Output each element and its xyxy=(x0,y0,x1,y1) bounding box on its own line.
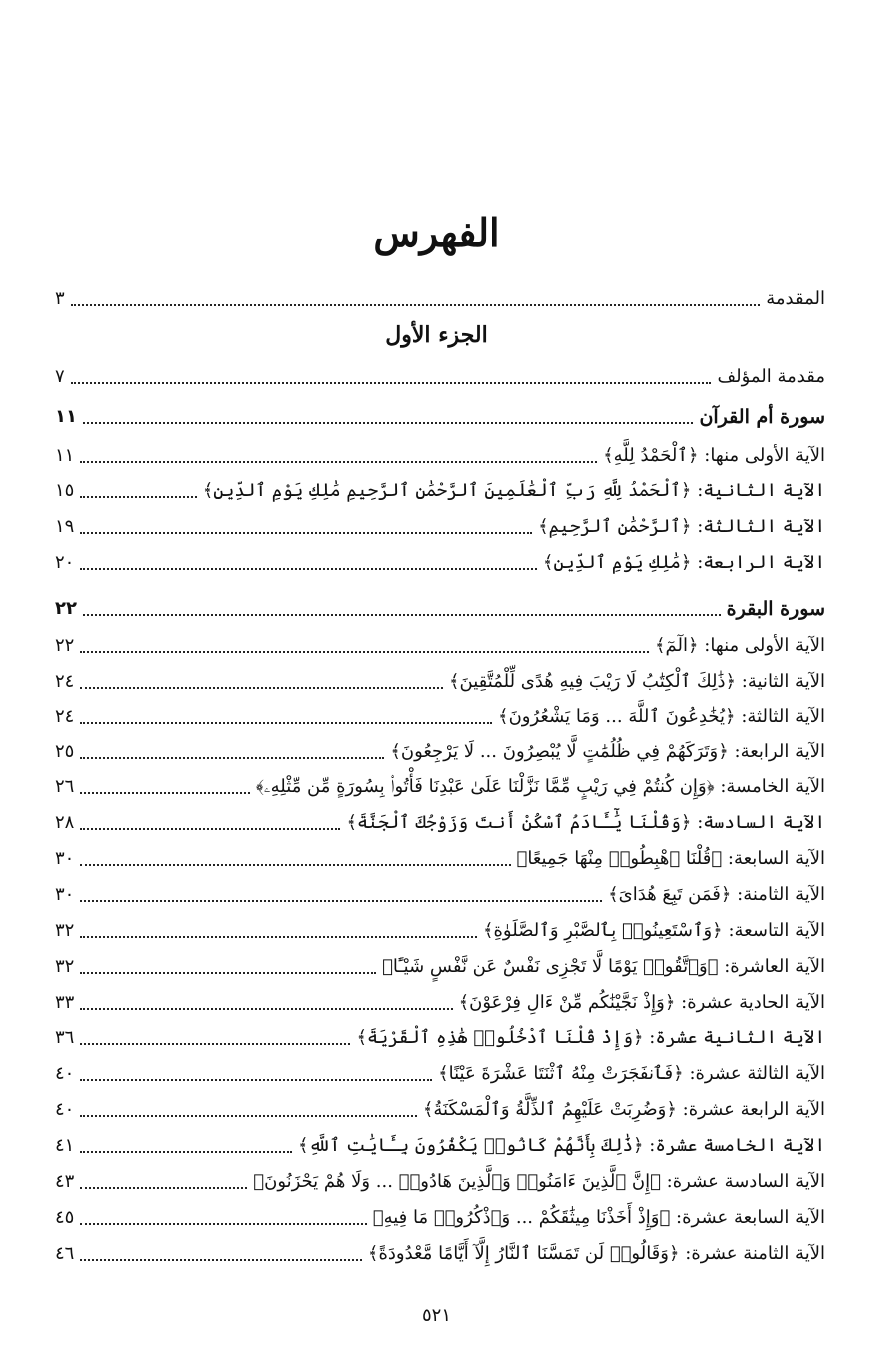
toc-verse-entry xyxy=(55,1127,825,1161)
toc-verse-entry xyxy=(55,1235,825,1269)
dot-leader xyxy=(80,1187,247,1189)
toc-entry-label: الآية التاسعة: ﴿وَٱسْتَعِينُوا۟ بِٱلصَّبْرِ وَٱلصَّلَوٰةِ﴾ xyxy=(482,920,825,941)
dot-leader xyxy=(80,936,477,938)
toc-page-number: ٣٠ xyxy=(55,848,75,869)
verse-text: ﴿وَٱسْتَعِينُوا۟ بِٱلصَّبْرِ وَٱلصَّلَوٰةِ﴾ xyxy=(482,920,723,941)
toc-entry-label: الآية الثانية عشرة: ﴿وَإِذْ قُلْنَا ٱدْخُلُوا۟ هَٰذِهِ ٱلْقَرْيَةَ﴾ xyxy=(356,1027,825,1048)
dot-leader xyxy=(80,1151,292,1153)
toc-verse-entry xyxy=(55,876,825,910)
toc-page-number: ٧ xyxy=(55,366,65,387)
toc-verse-entry xyxy=(55,508,825,542)
toc-entry-label: المقدمة xyxy=(766,288,825,309)
toc-page-number: ٢٠ xyxy=(55,552,75,573)
dot-leader xyxy=(80,1259,362,1261)
dot-leader xyxy=(80,1043,350,1045)
toc-page-number: ٣٦ xyxy=(55,1027,75,1048)
toc-page-number: ٣٠ xyxy=(55,884,75,905)
toc-verse-entry xyxy=(55,627,825,661)
dot-leader xyxy=(80,828,340,830)
toc-page-number: ١٥ xyxy=(55,480,75,501)
toc-page-number: ١٩ xyxy=(55,516,75,537)
toc-verse-entry xyxy=(55,544,825,578)
toc-entry-label: الآية السادسة: ﴿وَقُلْنَا يَٰٓـَٔادَمُ ٱسْكُنْ أَنتَ وَزَوْجُكَ ٱلْجَنَّةَ﴾ xyxy=(346,812,825,833)
dot-leader xyxy=(80,972,376,974)
verse-text: ﴿ٱلْحَمْدُ لِلَّهِ رَبِّ ٱلْعَٰلَمِينَ ٱلرَّحْمَٰنِ ٱلرَّحِيمِ مَٰلِكِ يَوْمِ ٱلدِّينِ﴾ xyxy=(202,480,692,501)
toc-page-number: ٤١ xyxy=(55,1135,75,1156)
dot-leader xyxy=(80,1008,452,1010)
toc-page-number: ٢٢ xyxy=(55,635,75,656)
toc-verse-entry xyxy=(55,912,825,946)
toc-entry-introduction xyxy=(55,280,825,314)
toc-surah-heading xyxy=(55,590,825,624)
toc-verse-entry xyxy=(55,1091,825,1125)
toc-page-number: ٣٢ xyxy=(55,956,75,977)
toc-entry-label: الآية الخامسة عشرة: ﴿ذَٰلِكَ بِأَنَّهُمْ كَانُوا۟ يَكْفُرُونَ بِـَٔايَٰتِ ٱللَّهِ﴾ xyxy=(298,1135,825,1156)
toc-entry-label: الآية الحادية عشرة: ﴿وَإِذْ نَجَّيْنَٰكُم مِّنْ ءَالِ فِرْعَوْنَ﴾ xyxy=(458,992,825,1013)
toc-entry-label: مقدمة المؤلف xyxy=(717,366,825,387)
toc-surah-heading xyxy=(55,398,825,432)
toc-page-number: ٤٣ xyxy=(55,1171,75,1192)
verse-text: ﴿قُلْنَا ٱهْبِطُوا۟ مِنْهَا جَمِيعًا﴾ xyxy=(516,848,723,869)
toc-page-number: ٢٤ xyxy=(55,671,75,692)
toc-page-number: ٣٣ xyxy=(55,992,75,1013)
page-title: الفهرس xyxy=(373,210,500,255)
toc-verse-entry xyxy=(55,437,825,471)
toc-verse-entry xyxy=(55,948,825,982)
toc-verse-entry xyxy=(55,1019,825,1053)
toc-verse-entry xyxy=(55,1199,825,1233)
toc-verse-entry xyxy=(55,733,825,767)
toc-entry-label: الآية الثالثة عشرة: ﴿فَٱنفَجَرَتْ مِنْهُ ٱثْنَتَا عَشْرَةَ عَيْنًا﴾ xyxy=(438,1063,825,1084)
dot-leader xyxy=(80,1223,366,1225)
toc-page-number: ٢٢ xyxy=(55,598,77,619)
verse-text: ﴿وَإِذْ نَجَّيْنَٰكُم مِّنْ ءَالِ فِرْعَوْنَ﴾ xyxy=(458,992,676,1013)
dot-leader xyxy=(80,722,492,724)
verse-text: ﴿ذَٰلِكَ بِأَنَّهُمْ كَانُوا۟ يَكْفُرُونَ بِـَٔايَٰتِ ٱللَّهِ﴾ xyxy=(298,1135,644,1156)
toc-entry-label: الآية الخامسة: ﴿وَإِن كُنتُمْ فِي رَيْبٍ مِّمَّا نَزَّلْنَا عَلَىٰ عَبْدِنَا فَأْتُوا۟ بِسُورَةٍ مِّن مِّثْلِهِۦ﴾ xyxy=(255,776,825,797)
verse-text: ﴿وَضُرِبَتْ عَلَيْهِمُ ٱلذِّلَّةُ وَٱلْمَسْكَنَةُ﴾ xyxy=(422,1099,677,1120)
verse-text: ﴿ذَٰلِكَ ٱلْكِتَٰبُ لَا رَيْبَ فِيهِ هُدًى لِّلْمُتَّقِينَ﴾ xyxy=(448,671,737,692)
page-number-footer: ٥٢١ xyxy=(421,1305,451,1326)
verse-text: ﴿وَإِذْ قُلْنَا ٱدْخُلُوا۟ هَٰذِهِ ٱلْقَرْيَةَ﴾ xyxy=(356,1027,644,1048)
toc-page-number: ١١ xyxy=(55,445,75,466)
toc-page-number: ٣ xyxy=(55,288,65,309)
toc-verse-entry xyxy=(55,663,825,697)
verse-text: ﴿وَقَالُوا۟ لَن تَمَسَّنَا ٱلنَّارُ إِلَّآ أَيَّامًا مَّعْدُودَةً﴾ xyxy=(367,1243,680,1264)
toc-verse-entry xyxy=(55,1163,825,1197)
toc-verse-entry xyxy=(55,840,825,874)
toc-page-number: ٢٦ xyxy=(55,776,75,797)
dot-leader xyxy=(80,864,510,866)
toc-entry-label: الآية الرابعة: ﴿مَٰلِكِ يَوْمِ ٱلدِّينِ﴾ xyxy=(542,552,825,573)
verse-text: ﴿وَٱتَّقُوا۟ يَوْمًا لَّا تَجْزِى نَفْسٌ عَن نَّفْسٍ شَيْـًٔا﴾ xyxy=(382,956,719,977)
verse-text: ﴿وَإِذْ أَخَذْنَا مِيثَٰقَكُمْ ... وَٱذْكُرُوا۟ مَا فِيهِ﴾ xyxy=(372,1207,671,1228)
toc-entry-author-introduction xyxy=(55,358,825,392)
toc-page-number: ٤٠ xyxy=(55,1063,75,1084)
toc-entry-label: الآية الثانية: ﴿ذَٰلِكَ ٱلْكِتَٰبُ لَا رَيْبَ فِيهِ هُدًى لِّلْمُتَّقِينَ﴾ xyxy=(448,671,825,692)
toc-page-number: ٢٥ xyxy=(55,741,75,762)
toc-entry-label: الآية السابعة: ﴿قُلْنَا ٱهْبِطُوا۟ مِنْهَا جَمِيعًا﴾ xyxy=(516,848,825,869)
toc-entry-label: الآية الثامنة عشرة: ﴿وَقَالُوا۟ لَن تَمَسَّنَا ٱلنَّارُ إِلَّآ أَيَّامًا مَّعْدُودَةً﴾ xyxy=(367,1243,825,1264)
toc-verse-entry xyxy=(55,1055,825,1089)
toc-page-number: ٤٦ xyxy=(55,1243,75,1264)
toc-entry-label: الآية الثالثة: ﴿ٱلرَّحْمَٰنِ ٱلرَّحِيمِ﴾ xyxy=(538,516,825,537)
toc-page-number: ١١ xyxy=(55,406,77,427)
toc-entry-label: الآية الأولى منها: ﴿الٓمٓ﴾ xyxy=(654,635,825,656)
dot-leader xyxy=(80,532,532,534)
toc-verse-entry xyxy=(55,768,825,802)
dot-leader xyxy=(80,1079,432,1081)
toc-verse-entry xyxy=(55,472,825,506)
dot-leader xyxy=(80,687,443,689)
dot-leader xyxy=(80,568,537,570)
dot-leader xyxy=(83,614,721,616)
dot-leader xyxy=(71,382,712,384)
dot-leader xyxy=(80,1115,416,1117)
toc-page-number: ٤٠ xyxy=(55,1099,75,1120)
dot-leader xyxy=(80,651,649,653)
dot-leader xyxy=(80,757,384,759)
dot-leader xyxy=(71,304,761,306)
verse-text: ﴿الٓمٓ﴾ xyxy=(654,635,699,656)
verse-text: ﴿ٱلرَّحْمَٰنِ ٱلرَّحِيمِ﴾ xyxy=(538,516,692,537)
toc-entry-label: الآية الرابعة: ﴿وَتَرَكَهُمْ فِي ظُلُمَٰتٍ لَّا يُبْصِرُونَ ... لَا يَرْجِعُونَ﴾ xyxy=(390,741,825,762)
verse-text: ﴿فَٱنفَجَرَتْ مِنْهُ ٱثْنَتَا عَشْرَةَ عَيْنًا﴾ xyxy=(438,1063,684,1084)
dot-leader xyxy=(80,461,597,463)
toc-page-number: ٢٤ xyxy=(55,706,75,727)
toc-entry-label: الآية الثامنة: ﴿فَمَن تَبِعَ هُدَاىَ﴾ xyxy=(608,884,825,905)
dot-leader xyxy=(80,496,196,498)
dot-leader xyxy=(83,422,693,424)
verse-text: ﴿فَمَن تَبِعَ هُدَاىَ﴾ xyxy=(608,884,732,905)
verse-text: ﴿وَقُلْنَا يَٰٓـَٔادَمُ ٱسْكُنْ أَنتَ وَزَوْجُكَ ٱلْجَنَّةَ﴾ xyxy=(346,812,692,833)
toc-page-number: ٣٢ xyxy=(55,920,75,941)
surah-name: سورة أم القرآن xyxy=(699,406,825,428)
toc-page-number: ٤٥ xyxy=(55,1207,75,1228)
toc-verse-entry xyxy=(55,804,825,838)
toc-entry-label: الآية الأولى منها: ﴿ٱلْحَمْدُ لِلَّهِ﴾ xyxy=(603,445,825,466)
verse-text: ﴿يُخَٰدِعُونَ ٱللَّهَ ... وَمَا يَشْعُرُونَ﴾ xyxy=(498,706,736,727)
dot-leader xyxy=(80,792,250,794)
toc-page-number: ٢٨ xyxy=(55,812,75,833)
toc-entry-label: الآية العاشرة: ﴿وَٱتَّقُوا۟ يَوْمًا لَّا تَجْزِى نَفْسٌ عَن نَّفْسٍ شَيْـًٔا﴾ xyxy=(382,956,825,977)
verse-text: ﴿وَتَرَكَهُمْ فِي ظُلُمَٰتٍ لَّا يُبْصِرُونَ ... لَا يَرْجِعُونَ﴾ xyxy=(390,741,729,762)
toc-entry-label: الآية الثانية: ﴿ٱلْحَمْدُ لِلَّهِ رَبِّ ٱلْعَٰلَمِينَ ٱلرَّحْمَٰنِ ٱلرَّحِيمِ مَٰلِكِ يَوْمِ ٱلدِّينِ﴾ xyxy=(202,480,825,501)
surah-name: سورة البقرة xyxy=(726,598,825,620)
verse-text: ﴿مَٰلِكِ يَوْمِ ٱلدِّينِ﴾ xyxy=(542,552,692,573)
toc-verse-entry xyxy=(55,698,825,732)
toc-verse-entry xyxy=(55,984,825,1018)
verse-text: ﴿ٱلْحَمْدُ لِلَّهِ﴾ xyxy=(603,445,699,466)
toc-entry-label: الآية الرابعة عشرة: ﴿وَضُرِبَتْ عَلَيْهِمُ ٱلذِّلَّةُ وَٱلْمَسْكَنَةُ﴾ xyxy=(422,1099,825,1120)
toc-entry-label: الآية السابعة عشرة: ﴿وَإِذْ أَخَذْنَا مِيثَٰقَكُمْ ... وَٱذْكُرُوا۟ مَا فِيهِ﴾ xyxy=(372,1207,825,1228)
verse-text: ﴿وَإِن كُنتُمْ فِي رَيْبٍ مِّمَّا نَزَّلْنَا عَلَىٰ عَبْدِنَا فَأْتُوا۟ بِسُورَةٍ مِّن مِّثْلِهِۦ﴾ xyxy=(255,776,715,797)
verse-text: ﴿إِنَّ ٱلَّذِينَ ءَامَنُوا۟ وَٱلَّذِينَ هَادُوا۟ ... وَلَا هُمْ يَحْزَنُونَ﴾ xyxy=(253,1171,661,1192)
part-heading: الجزء الأول xyxy=(385,322,488,348)
dot-leader xyxy=(80,900,602,902)
toc-entry-label: الآية السادسة عشرة: ﴿إِنَّ ٱلَّذِينَ ءَامَنُوا۟ وَٱلَّذِينَ هَادُوا۟ ... وَلَا هُمْ يَحْزَنُونَ﴾ xyxy=(253,1171,825,1192)
toc-entry-label: الآية الثالثة: ﴿يُخَٰدِعُونَ ٱللَّهَ ... وَمَا يَشْعُرُونَ﴾ xyxy=(498,706,825,727)
